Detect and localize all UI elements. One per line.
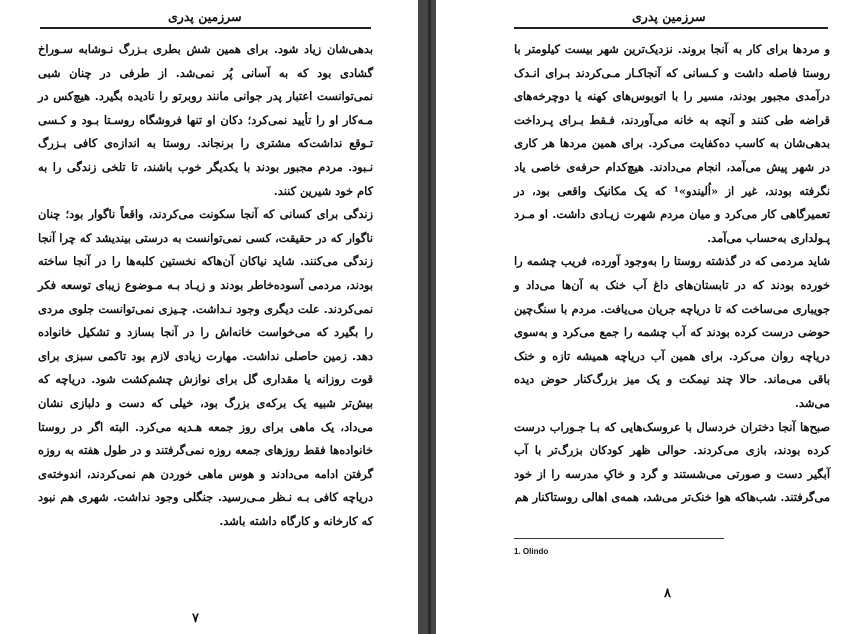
paragraph: صبح‌ها آنجا دختران خردسال با عروسک‌هایی که بـا جـوراب درست کرده بودند، بازی می‌کردند. حوالی ظهر کودکان بزرگ‌تر با آب آبگیر دست و صورتی می‌شستند و گرد و خاکِ مدرسه را از خود می‌گرفتند. شب‌هاکه هوا خنک‌تر می‌شد، همه‌ی اهالی روستاکنار هم [514, 419, 830, 505]
header-rule [514, 27, 828, 29]
page-body [38, 38, 373, 533]
running-header: سرزمین پدری [168, 9, 242, 24]
page-number: ۷ [192, 611, 199, 626]
paragraph: زندگی برای کسانی که آنجا سکونت می‌کردند، واقعاً ناگوار بود؛ چنان ناگوار که در حقیقت، کسی نمی‌توانست به درستی بیندیشد که چرا آنجا زندگی می‌کنند. شاید نیاکان آن‌هاکه نخستین کلبه‌ها را در آنجا ساخته بودند، مردمی آسوده‌خاطر بودند و زیـاد بـه مـوضوع زیبای توسعه فکر نمی‌کردند. علت دیگری وجود نـداشت. چـیزی نمی‌توانست جلوی مردی را بگیرد که می‌خواست خانه‌اش را در آنجا بسازد و تشکیل خانواده دهد. زمین حاصلی نداشت. مهارت زیادی لازم بود تاکمی سبزی برای قوت روزانه یا مقداری گل برای نوازش چشم‌کشت شود. دریاچه که بیش‌تر شبیه یک برکه‌ی بزرگ بود، خیلی که دست و دلبازی نشان می‌داد، یک ماهی برای روز جمعه هـدیه می‌کرد. البته اگر در روستا خانواده‌ها فقط روزهای جمعه روزه نمی‌گرفتند و در طول هفته به روزه گرفتن ادامه می‌دادند و هوس ماهی خوردن هم نمی‌کردند، اندوخته‌ی دریاچه کافی بـه نـظر مـی‌رسید. جنگلی وجود نداشت. شهری هم نبود که کارخانه و کارگاه داشته باشد. [38, 207, 373, 528]
header-rule [40, 27, 371, 29]
book-gutter [418, 0, 436, 634]
footnote: 1. Olindo [514, 547, 549, 556]
right-page [436, 0, 860, 634]
page-body [514, 38, 830, 510]
paragraph: بدهی‌شان زیاد شود. برای همین شش بطری بـزرگ نـوشابه سـوراخ گشادی بود که به آسانی پُر نمی‌شد. از طرفی در چنان شبی نمی‌توانست اعتبار پدر جوانی مانند روبرتو را نادیده بگیرد. هیچ‌کس در مـه‌کار او را تأیید نمی‌کرد؛ دکان او تنها فروشگاه روسـتا بـود و کـسی تـوقع نداشت‌که مشتری را برنجاند. روستا به اندازه‌ی کافی بـزرگ نـبود. مردم مجبور بودند با یکدیگر خوب باشند، تا تلخی زندگی را به کام خود شیرین کنند. [38, 42, 373, 198]
page-number: ۸ [664, 586, 671, 601]
footnote-rule [514, 538, 724, 539]
paragraph: و مردها برای کار به آنجا بروند. نزدیک‌ترین شهر بیست کیلومتر با روستا فاصله داشت و کـسانی که آنجاکـار مـی‌کردند بـرای انـدک درآمدی مجبور بودند، مسیر را با اتوبوس‌های کهنه یا دوچرخه‌های قراضه طی کنند و آنچه به خانه می‌آوردند، فـقط بـرای پـرداخت بدهی‌شان به کاسب ده‌کفایت می‌کرد. برای همین مردها هر کاری در شهر پیش می‌آمد، انجام می‌دادند. هیچ‌کدام حرفه‌ی خاصی یاد نگرفته بودند، غیر از «اُلیندو»¹ که یک مکانیک واقعی بود، در تعمیرگاهی کار می‌کرد و میان مردم شهرت زیـادی داشت. او مـرد پـولداری به‌حساب می‌آمد. [514, 42, 830, 245]
left-page [0, 0, 418, 634]
paragraph: شاید مردمی که در گذشته روستا را به‌وجود آورده، فریب چشمه را خورده بودند که در تابستان‌های داغ آب خنک به آن‌ها می‌داد و جویباری می‌ساخت که تا دریاچه جریان می‌یافت. مردم با سنگ‌چین حوضی درست کرده بودند که آب چشمه را جمع می‌کرد و به‌سوی دریاچه روان می‌کرد. برای همین آب دریاچه همیشه تازه و خنک باقی می‌ماند. حالا چند نیمکت و یک میز بزرگ‌کنار حوض دیده می‌شد. [514, 254, 830, 410]
running-header: سرزمین پدری [632, 9, 706, 24]
